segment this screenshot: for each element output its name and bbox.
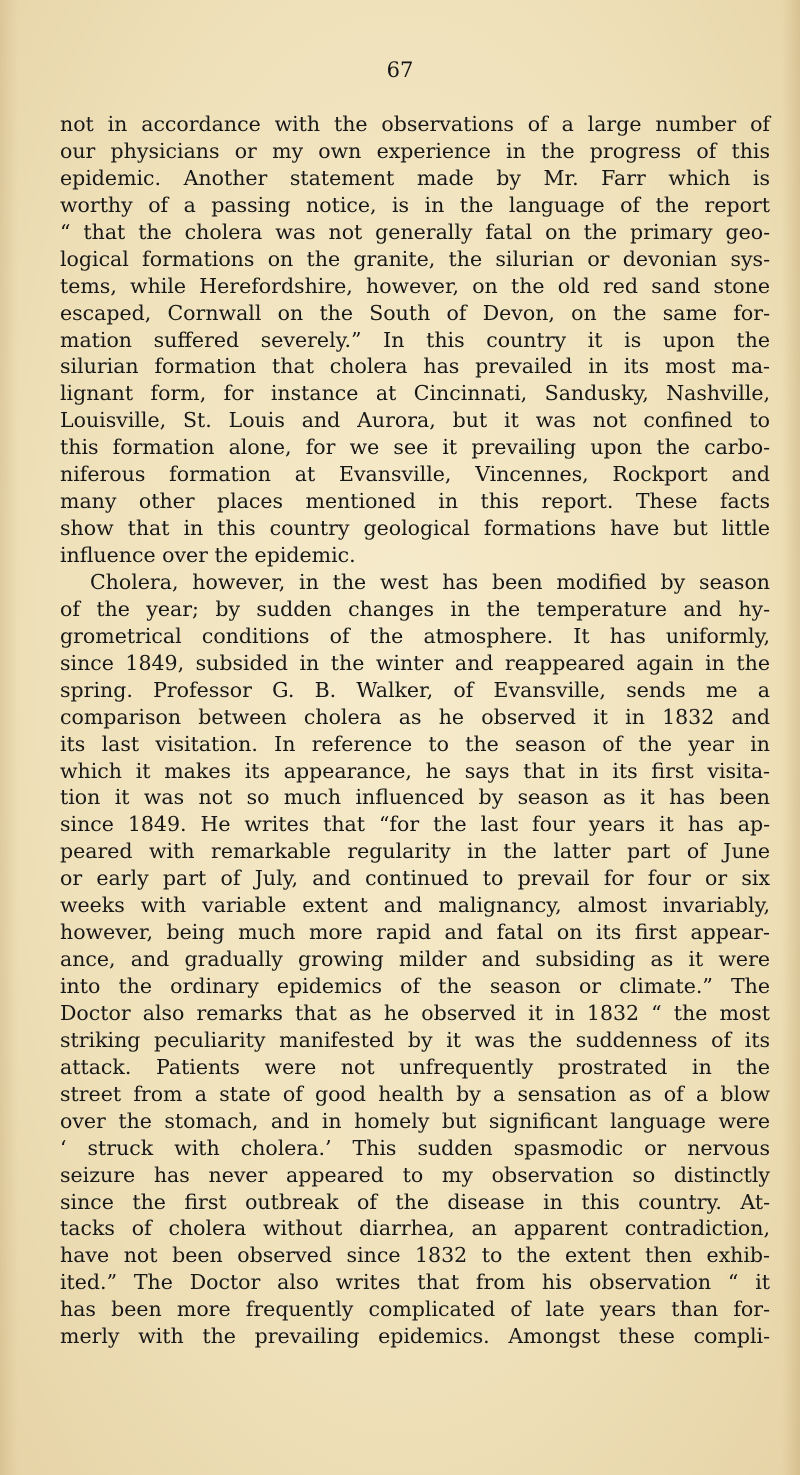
text-line: spring. Professor G. B. Walker, of Evansville, sends me a	[60, 677, 770, 702]
text-line: of the year; by sudden changes in the temperature and hy-	[60, 596, 770, 621]
text-line: niferous formation at Evansville, Vincennes, Rockport and	[60, 462, 770, 487]
text-line: epidemic. Another statement made by Mr. Farr which is	[60, 165, 770, 190]
text-line: worthy of a passing notice, is in the language of the report	[60, 192, 770, 217]
text-line: tacks of cholera without diarrhea, an apparent contradiction,	[60, 1216, 770, 1241]
text-line: ance, and gradually growing milder and subsiding as it were	[60, 947, 770, 972]
body-text	[60, 111, 770, 1350]
text-line: lignant form, for instance at Cincinnati, Sandusky, Nashville,	[60, 381, 770, 406]
text-line: which it makes its appearance, he says that in its first visita-	[60, 758, 770, 783]
text-line: over the stomach, and in homely but significant language were	[60, 1108, 770, 1133]
text-line: escaped, Cornwall on the South of Devon, on the same for-	[60, 300, 770, 325]
text-line: ited.” The Doctor also writes that from his observation “ it	[60, 1270, 770, 1295]
text-line: “ that the cholera was not generally fatal on the primary geo-	[60, 219, 770, 244]
text-line: striking peculiarity manifested by it was the suddenness of its	[60, 1027, 770, 1052]
text-line: have not been observed since 1832 to the extent then exhib-	[60, 1243, 770, 1268]
text-line: show that in this country geological formations have but little	[60, 516, 770, 541]
text-line: since 1849, subsided in the winter and reappeared again in the	[60, 650, 770, 675]
text-line: this formation alone, for we see it prevailing upon the carbo-	[60, 435, 770, 460]
text-line: or early part of July, and continued to prevail for four or six	[60, 866, 770, 891]
text-line: since 1849. He writes that “for the last four years it has ap-	[60, 812, 770, 837]
text-line: comparison between cholera as he observed it in 1832 and	[60, 704, 770, 729]
text-line: Doctor also remarks that as he observed it in 1832 “ the most	[60, 1000, 770, 1025]
text-line: tems, while Herefordshire, however, on the old red sand stone	[60, 273, 770, 298]
text-line: Cholera, however, in the west has been modified by season	[90, 569, 770, 594]
text-line: many other places mentioned in this report. These facts	[60, 489, 770, 514]
text-line: attack. Patients were not unfrequently prostrated in the	[60, 1054, 770, 1079]
text-line: grometrical conditions of the atmosphere. It has uniformly,	[60, 623, 770, 648]
text-line: since the first outbreak of the disease in this country. At-	[60, 1189, 770, 1214]
text-line: peared with remarkable regularity in the latter part of June	[60, 839, 770, 864]
text-line: Louisville, St. Louis and Aurora, but it was not confined to	[60, 408, 770, 433]
text-line: mation suffered severely.” In this country it is upon the	[60, 327, 770, 352]
text-line: our physicians or my own experience in the progress of this	[60, 138, 770, 163]
page-number: 67	[386, 58, 414, 82]
text-line: silurian formation that cholera has prevailed in its most ma-	[60, 354, 770, 379]
text-line: seizure has never appeared to my observation so distinctly	[60, 1162, 770, 1187]
text-line: merly with the prevailing epidemics. Amongst these compli-	[60, 1324, 770, 1349]
text-line: not in accordance with the observations of a large number of	[60, 112, 770, 136]
text-line: weeks with variable extent and malignancy, almost invariably,	[60, 893, 770, 918]
text-line: street from a state of good health by a sensation as of a blow	[60, 1081, 770, 1106]
text-line: however, being much more rapid and fatal on its first appear-	[60, 920, 770, 945]
text-line: logical formations on the granite, the silurian or devonian sys-	[60, 246, 770, 271]
text-line: tion it was not so much influenced by season as it has been	[60, 785, 770, 810]
text-line: ‘ struck with cholera.’ This sudden spasmodic or nervous	[60, 1135, 770, 1160]
text-line: into the ordinary epidemics of the season or climate.” The	[60, 974, 770, 998]
text-line: has been more frequently complicated of late years than for-	[60, 1297, 770, 1322]
text-line: its last visitation. In reference to the season of the year in	[60, 731, 770, 756]
text-line: influence over the epidemic.	[60, 543, 356, 567]
